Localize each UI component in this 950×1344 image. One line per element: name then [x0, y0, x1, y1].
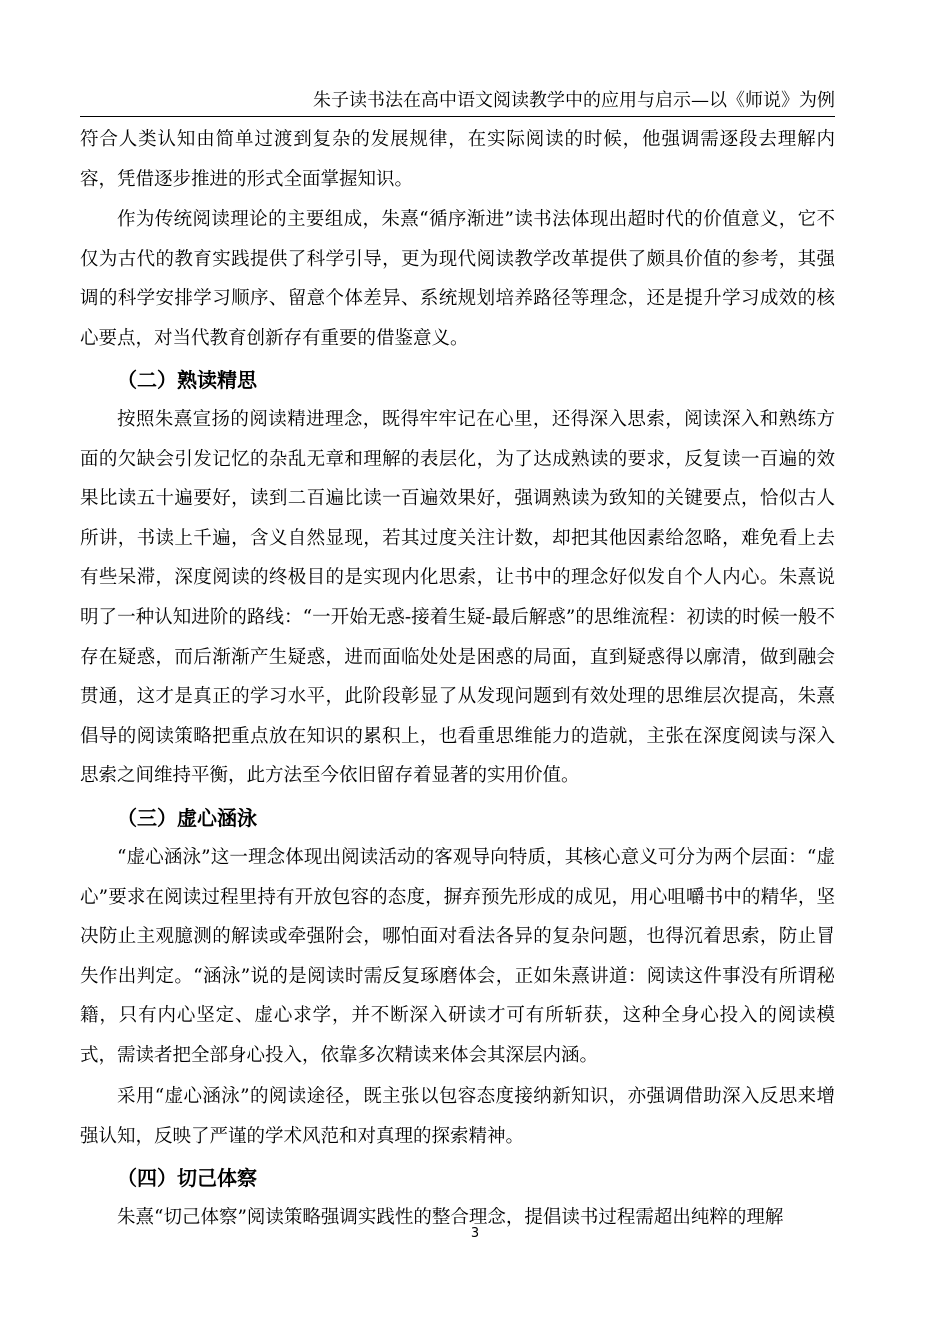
- paragraph-sequential-reading-value: 作为传统阅读理论的主要组成，朱熹“循序渐进”读书法体现出超时代的价值意义，它不仅为古代的教育实践提供了科学引导，更为现代阅读教学改革提供了颇具价值的参考，其强调的科学安排学习顺序、留意个体差异、系统规划培养路径等理念，还是提升学习成效的核心要点，对当代教育创新存有重要的借鉴意义。: [80, 209, 835, 349]
- paragraph-open-minded-summary: 采用“虚心涵泳”的阅读途径，既主张以包容态度接纳新知识，亦强调借助深入反思来增强认知，反映了严谨的学术风范和对真理的探索精神。: [80, 1086, 835, 1147]
- section-heading-4: （四）切己体察: [117, 1166, 257, 1190]
- paragraph-open-minded-reading: “虚心涵泳”这一理念体现出阅读活动的客观导向特质，其核心意义可分为两个层面：“虚心”要求在阅读过程里持有开放包容的态度，摒弃预先形成的成见，用心咀嚼书中的精华，坚决防止主观臆测的解读或牵强附会，哪怕面对看法各异的复杂问题，也得沉着思索，防止冒失作出判定。“涵泳”说的是阅读时需反复琢磨体会，正如朱熹讲道：阅读这件事没有所谓秘籍，只有内心坚定、虚心求学，并不断深入研读才可有所斩获，这种全身心投入的阅读模式，需读者把全部身心投入，依靠多次精读来体会其深层内涵。: [80, 847, 835, 1066]
- paragraph-thorough-reading: 按照朱熹宣扬的阅读精进理念，既得牢牢记在心里，还得深入思索，阅读深入和熟练方面的欠缺会引发记忆的杂乱无章和理解的表层化，为了达成熟读的要求，反复读一百遍的效果比读五十遍要好，读到二百遍比读一百遍效果好，强调熟读为致知的关键要点，恰似古人所讲，书读上千遍，含义自然显现，若其过度关注计数，却把其他因素给忽略，难免看上去有些呆滞，深度阅读的终极目的是实现内化思索，让书中的理念好似发自个人内心。朱熹说明了一种认知进阶的路线：“一开始无惑-接着生疑-最后解惑”的思维流程：初读的时候一般不存在疑惑，而后渐渐产生疑惑，进而面临处处是困惑的局面，直到疑惑得以廓清，做到融会贯通，这才是真正的学习水平，此阶段彰显了从发现问题到有效处理的思维层次提高，朱熹倡导的阅读策略把重点放在知识的累积上，也看重思维能力的造就，主张在深度阅读与深入思索之间维持平衡，此方法至今依旧留存着显著的实用价值。: [80, 409, 835, 787]
- page-number: 3: [470, 1226, 480, 1241]
- section-heading-2: （二）熟读精思: [117, 368, 257, 392]
- page-body: [80, 120, 835, 1238]
- section-heading-3: （三）虚心涵泳: [117, 806, 257, 830]
- paragraph-self-reflection: 朱熹“切己体察”阅读策略强调实践性的整合理念，提倡读书过程需超出纯粹的理解: [117, 1207, 784, 1228]
- running-header: 朱子读书法在高中语文阅读教学中的应用与启示—以《师说》为例: [80, 86, 835, 117]
- paragraph-continuation: 符合人类认知由简单过渡到复杂的发展规律，在实际阅读的时候，他强调需逐段去理解内容，凭借逐步推进的形式全面掌握知识。: [80, 129, 835, 190]
